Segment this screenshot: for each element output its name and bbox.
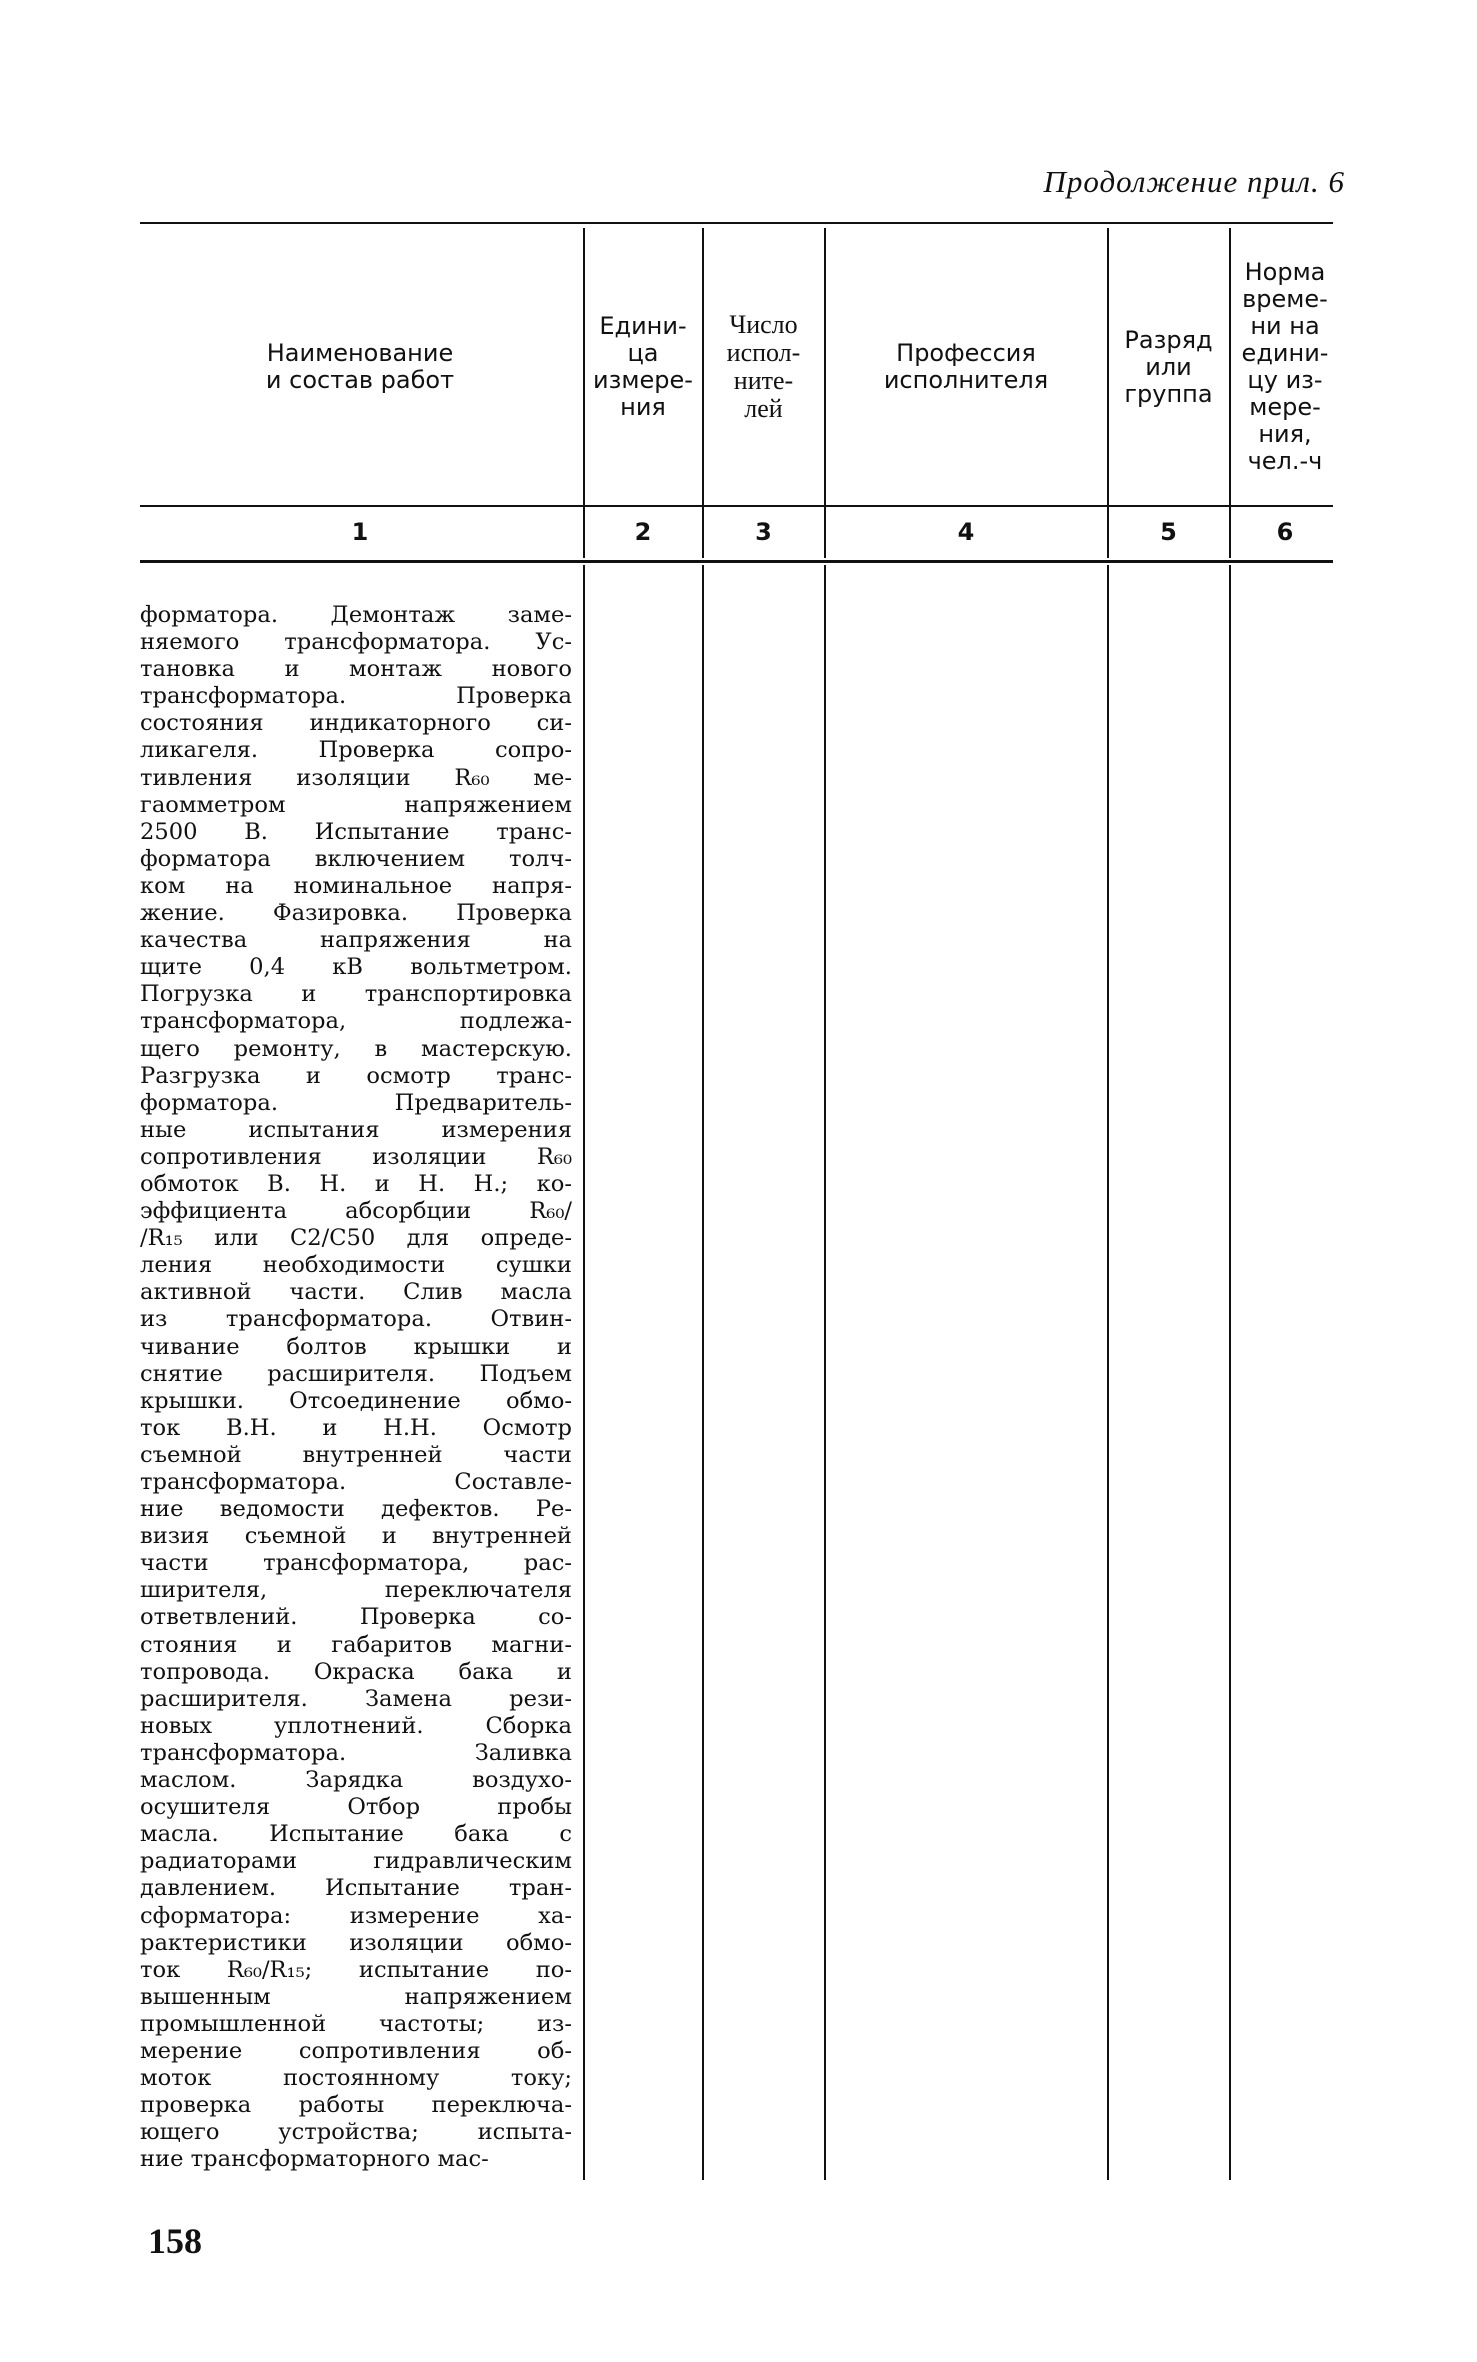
column-number-3: 3	[755, 518, 772, 546]
text-line: расширителя. Замена рези-	[140, 1685, 572, 1712]
column-number-1: 1	[351, 518, 369, 546]
column-divider	[1229, 228, 1231, 558]
text-line: 2500 В. Испытание транс-	[140, 818, 572, 845]
column-divider	[824, 228, 826, 558]
text-line: обмоток В. Н. и Н. Н.; ко-	[140, 1170, 572, 1197]
text-line: масла. Испытание бака с	[140, 1821, 572, 1848]
column-divider	[824, 565, 826, 2180]
text-line: тивления изоляции R₆₀ ме-	[140, 764, 572, 791]
text-line: ток В.Н. и Н.Н. Осмотр	[140, 1414, 572, 1441]
running-head: Продолжение прил. 6	[1043, 164, 1345, 199]
header-time-norm: Норма време- ни на едини- цу из- мере- ния, чел.-ч	[1241, 258, 1329, 475]
text-line: радиаторами гидравлическим	[140, 1848, 572, 1875]
text-line: Разгрузка и осмотр транс-	[140, 1062, 572, 1089]
text-line: моток постоянному току;	[140, 2065, 572, 2092]
text-line: трансформатора. Проверка	[140, 683, 572, 710]
column-divider	[702, 228, 704, 558]
text-line: жение. Фазировка. Проверка	[140, 900, 572, 927]
text-line: рактеристики изоляции обмо-	[140, 1929, 572, 1956]
column-divider	[1229, 565, 1231, 2180]
text-line: гаомметром напряжением	[140, 791, 572, 818]
column-number-2: 2	[634, 518, 652, 546]
column-number-rule	[140, 560, 1333, 563]
text-line: съемной внутренней части	[140, 1441, 572, 1468]
text-line: чивание болтов крышки и	[140, 1333, 572, 1360]
text-line: давлением. Испытание тран-	[140, 1875, 572, 1902]
header-work-name: Наименование и состав работ	[265, 339, 455, 394]
text-line: ширителя, переключателя	[140, 1577, 572, 1604]
column-number-6: 6	[1276, 518, 1294, 546]
text-line: вышенным напряжением	[140, 1983, 572, 2010]
text-line: сформатора: измерение ха-	[140, 1902, 572, 1929]
column-divider	[1107, 565, 1109, 2180]
text-line: ответвлений. Проверка со-	[140, 1604, 572, 1631]
work-description-cell	[140, 602, 572, 2173]
text-line: /R₁₅ или C2/C50 для опреде-	[140, 1225, 572, 1252]
text-line: тановка и монтаж нового	[140, 656, 572, 683]
text-line: ком на номинальное напря-	[140, 872, 572, 899]
text-line: ные испытания измерения	[140, 1116, 572, 1143]
text-line: снятие расширителя. Подъем	[140, 1360, 572, 1387]
text-line: ликагеля. Проверка сопро-	[140, 737, 572, 764]
text-line: стояния и габаритов магни-	[140, 1631, 572, 1658]
text-line: ние трансформаторного мас-	[140, 2146, 489, 2173]
column-divider	[583, 565, 585, 2180]
text-line: форматора включением толч-	[140, 845, 572, 872]
text-line: Погрузка и транспортировка	[140, 981, 572, 1008]
text-line: ток R₆₀/R₁₅; испытание по-	[140, 1956, 572, 1983]
text-line: ние ведомости дефектов. Ре-	[140, 1496, 572, 1523]
text-line: няемого трансформатора. Ус-	[140, 629, 572, 656]
text-line: крышки. Отсоединение обмо-	[140, 1387, 572, 1414]
text-line: проверка работы переключа-	[140, 2092, 572, 2119]
text-line: новых уплотнений. Сборка	[140, 1712, 572, 1739]
text-line: щего ремонту, в мастерскую.	[140, 1035, 572, 1062]
header-unit: Едини- ца измере- ния	[593, 312, 693, 421]
text-line: промышленной частоты; из-	[140, 2010, 572, 2037]
text-line: ления необходимости сушки	[140, 1252, 572, 1279]
text-line: маслом. Зарядка воздухо-	[140, 1767, 572, 1794]
header-performers-count: Число испол- ните- лей	[726, 310, 801, 423]
page-number: 158	[148, 2221, 202, 2261]
text-line: визия съемной и внутренней	[140, 1523, 572, 1550]
column-number-5: 5	[1160, 518, 1177, 546]
text-line: качества напряжения на	[140, 927, 572, 954]
column-divider	[583, 228, 585, 558]
text-line: трансформатора. Заливка	[140, 1739, 572, 1766]
text-line: щите 0,4 кВ вольтметром.	[140, 954, 572, 981]
text-line: сопротивления изоляции R₆₀	[140, 1143, 572, 1170]
column-number-4: 4	[957, 518, 975, 546]
text-line: форматора. Предваритель-	[140, 1089, 572, 1116]
text-line: осушителя Отбор пробы	[140, 1794, 572, 1821]
header-grade: Разряд или группа	[1124, 325, 1213, 408]
header-bottom-rule	[140, 505, 1333, 507]
header-profession: Профессия исполнителя	[883, 339, 1049, 394]
text-line: эффициента абсорбции R₆₀/	[140, 1198, 572, 1225]
text-line: топровода. Окраска бака и	[140, 1658, 572, 1685]
text-line: трансформатора. Составле-	[140, 1469, 572, 1495]
table-top-rule	[140, 222, 1333, 224]
text-line: форматора. Демонтаж заме-	[140, 602, 572, 628]
text-line: мерение сопротивления об-	[140, 2037, 572, 2064]
text-line: состояния индикаторного си-	[140, 710, 572, 737]
text-line: ющего устройства; испыта-	[140, 2119, 572, 2146]
column-divider	[1107, 228, 1109, 558]
text-line: трансформатора, подлежа-	[140, 1008, 572, 1035]
column-divider	[702, 565, 704, 2180]
text-line: части трансформатора, рас-	[140, 1550, 572, 1577]
text-line: активной части. Слив масла	[140, 1279, 572, 1306]
text-line: из трансформатора. Отвин-	[140, 1306, 572, 1333]
